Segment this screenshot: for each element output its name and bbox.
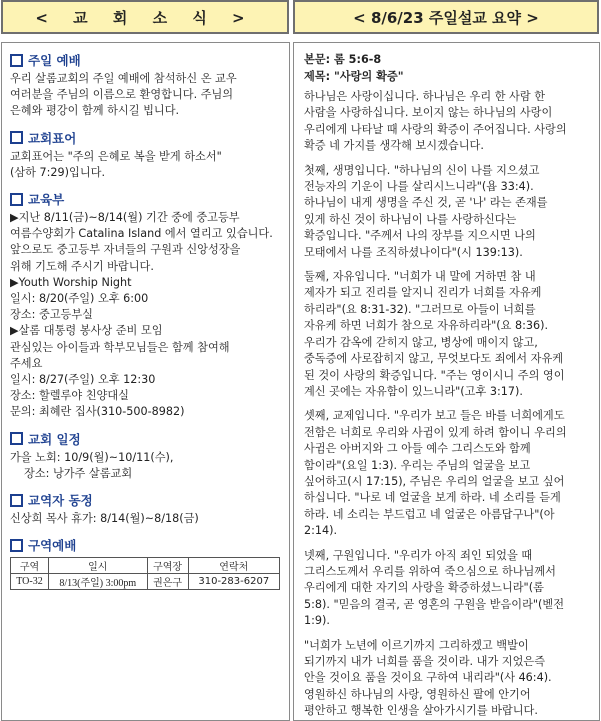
sermon-paragraph [304,89,593,155]
sermon-line: 계신 곳에는 자유함이 있느니라"(고후 3:17). [304,384,523,398]
section-line: 여러분을 주님의 이름으로 환영합니다. 주님의 [10,88,234,102]
section-body [10,511,283,527]
square-bullet-icon [10,193,23,206]
sermon-line: 우리가 감옥에 갇히지 않고, 병상에 매이지 않고, [304,335,538,349]
square-bullet-icon [10,494,23,507]
square-bullet-icon [10,131,23,144]
sermon-line: 확증입니다. "주께서 나의 장부를 지으시면 나의 [304,229,536,243]
sermon-paragraph [304,269,593,400]
sermon-line: 셋째, 교제입니다. "우리가 보고 들은 바를 너희에게도 [304,409,565,423]
table-header-cell: 연락처 [188,558,279,574]
table-header-row [11,558,280,574]
sermon-line: 그리스도께서 우리를 위하여 죽으심으로 하나님께서 [304,564,556,578]
section-line: 장소: 낭가주 살롬교회 [24,466,133,480]
sermon-summary-title: < 8/6/23 주일설교 요약 > [353,8,539,27]
sermon-paragraph [304,638,593,720]
sermon-paragraph [304,163,593,261]
church-news-title: < 교 회 소 식 > [35,8,255,27]
section-title [10,536,283,554]
sermon-paragraph [304,548,593,630]
sermon-line: 첫째, 생명입니다. "하나님의 신이 나를 지으셨고 [304,163,540,177]
table-header-cell: 일시 [48,558,147,574]
sermon-line: 하리라"(요 8:31-32). "그러므로 아들이 너희를 [304,302,536,316]
sermon-line: 하나님은 사랑이십니다. 하나님은 우리 한 사람 한 [304,90,546,103]
sermon-line: 제자가 되고 진리를 알지니 진리가 너희를 자유케 [304,286,542,300]
section-line: 문의: 최혜란 집사(310-500-8982) [10,405,185,419]
sermon-line: 5:8). "믿음의 결국, 곧 영혼의 구원을 받음이라"(벧전 [304,597,565,611]
sermon-line: 자유케 하면 너희가 참으로 자유하리라"(요 8:36). [304,319,549,333]
square-bullet-icon [10,432,23,445]
sermon-line: 하나님이 내게 생명을 주신 것, 곧 '나' 라는 존재를 [304,196,548,210]
section-title-text: 교회표어 [28,130,77,146]
section-title [10,491,283,509]
sermon-line: 모태에서 나를 조직하셨나이다"(시 139:13). [304,245,523,259]
sermon-line: 우리에게 나타날 때 사랑의 확증이 주어집니다. 사랑의 [304,122,567,136]
sermon-line: 전함은 너희로 우리와 사귐이 있게 하려 함이니 우리의 [304,425,567,439]
section-title-text: 구역예배 [28,538,77,554]
section-body [10,149,283,181]
section-line: 관심있는 아이들과 학부모님들은 함께 참여해 [10,340,230,354]
section-title [10,430,283,448]
section-title-text: 교육부 [28,192,65,208]
section-line: 우리 살롬교회의 주일 예배에 참석하신 온 교우 [10,72,237,85]
sermon-line: "너희가 노년에 이르기까지 그리하겠고 백발이 [304,638,529,652]
table-cell: 8/13(주일) 3:00pm [48,574,147,590]
sermon-line: 둘째, 자유입니다. "너희가 내 말에 거하면 참 내 [304,270,536,284]
sermon-summary-header [293,0,599,34]
section-line: ▶살롬 대통령 봉사상 준비 모임 [10,324,163,338]
section-body [10,450,283,482]
sermon-paragraph [304,408,593,539]
section-title-text: 교역자 동정 [28,493,93,509]
section-line: 가을 노회: 10/9(월)~10/11(수), [10,450,174,464]
section-line: 장소: 중고등부실 [10,308,93,322]
sermon-line: 안을 것이요 품을 것이요 구하여 내리라"(사 46:4). [304,671,552,685]
section-title [10,51,283,69]
section-line: 교회표어는 "주의 은혜로 복을 받게 하소서" [10,149,222,163]
church-news-column [1,42,290,721]
columns [0,42,601,721]
table-cell: TO-32 [11,574,49,590]
section-line: 여름수양회가 Catalina Island 에서 열리고 있습니다. [10,227,273,241]
sermon-meta [304,51,593,85]
section-body [10,210,283,421]
sermon-title: 제목: "사랑의 확증" [304,70,404,83]
sermon-line: 하라. 네 소리는 부드럽고 네 얼굴은 아름답구나"(아 [304,507,555,521]
table-row [11,574,280,590]
sermon-line: 사람을 사랑하십니다. 보이지 않는 하나님의 사랑이 [304,106,553,120]
square-bullet-icon [10,539,23,552]
section-line: 앞으로도 중고등부 자녀들의 구원과 신앙성장을 [10,243,241,257]
table-header-cell: 구역 [11,558,49,574]
section-line: ▶지난 8/11(금)~8/14(월) 기간 중에 중고등부 [10,211,240,225]
section-title-text: 교회 일정 [28,431,81,447]
section-line: ▶Youth Worship Night [10,275,132,289]
sermon-line: 확증 네 가지를 생각해 보시겠습니다. [304,139,484,153]
sermon-line: 사귐은 아버지와 그 아들 예수 그리스도와 함께 [304,442,531,456]
section-line: 위해 기도해 주시기 바랍니다. [10,259,154,273]
sermon-line: 있게 하신 것이 하나님이 나를 사랑하신다는 [304,212,517,226]
sermon-line: 2:14). [304,524,338,538]
header [0,0,601,40]
section-line: (삼하 7:29)입니다. [10,165,106,179]
square-bullet-icon [10,54,23,67]
sermon-line: 전능자의 기운이 나를 살리시느니라"(욥 33:4). [304,180,534,194]
section-title-text: 주일 예배 [28,53,81,68]
section-line: 일시: 8/27(주일) 오후 12:30 [10,373,156,387]
section-title [10,129,283,147]
sermon-line: 1:9). [304,614,330,628]
sermon-line: 우리에게 대한 자기의 사랑을 확증하셨느니라"(롬 [304,581,544,595]
sermon-line: 하십니다. "나로 네 얼굴을 보게 하라. 네 소리를 듣게 [304,491,561,505]
section-body [10,71,283,120]
sermon-line: 싶어하고(시 17:15), 주님은 우리의 얼굴을 보고 싶어 [304,474,565,488]
table-header-cell: 구역장 [147,558,188,574]
section-title [10,190,283,208]
district-worship-table [10,557,280,590]
sermon-line: 영원하신 하나님의 사랑, 영원하신 팔에 안기어 [304,687,531,701]
section-line: 신상희 목사 휴가: 8/14(월)~8/18(금) [10,512,199,526]
church-news-header [1,0,289,34]
sermon-line: 넷째, 구원입니다. "우리가 아직 죄인 되었을 때 [304,548,533,562]
sermon-passage: 본문: 롬 5:6-8 [304,53,382,66]
section-line: 장소: 할렐루야 친양대실 [10,389,129,403]
table-cell: 권은구 [147,574,188,590]
sermon-line: 중독증에 사로잡히지 않고, 무엇보다도 죄에서 자유케 [304,352,564,366]
sermon-line: 평안하고 행복한 인생을 살아가시기를 바랍니다. [304,704,538,718]
sermon-column [293,42,600,721]
sermon-line: 되기까지 내가 너희를 품을 것이라. 내가 지었은즉 [304,655,546,668]
table-cell: 310-283-6207 [188,574,279,590]
section-line: 주세요 [10,356,43,370]
sermon-line: 된 것이 사랑의 확증입니다. "주는 영이시니 주의 영이 [304,368,565,382]
section-line: 은혜와 평강이 함께 하시길 빕니다. [10,104,180,118]
sermon-body [304,89,593,720]
section-line: 일시: 8/20(주일) 오후 6:00 [10,292,149,306]
sermon-line: 함이라"(요일 1:3). 우리는 주님의 얼굴을 보고 [304,458,531,472]
